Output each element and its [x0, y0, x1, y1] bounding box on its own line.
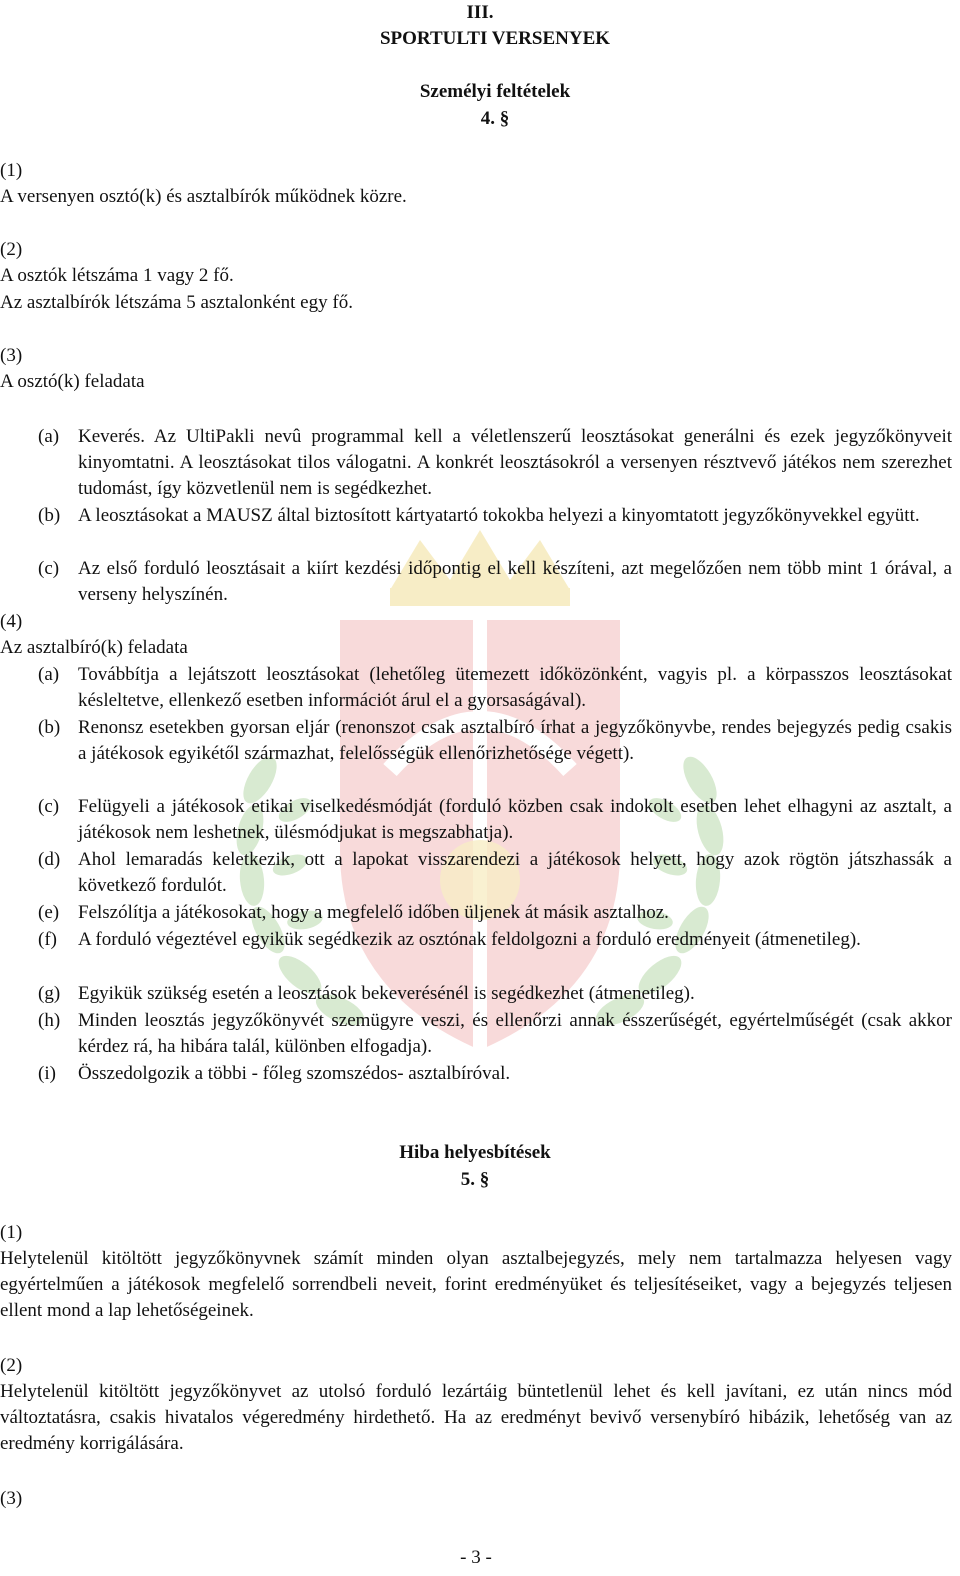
paragraph-label: (3) — [0, 345, 23, 366]
list-item-label: (f) — [38, 929, 57, 950]
list-item-text: Minden leosztás jegyzőkönyvét szemügyre veszi, és ellenőrzi annak ésszerűségét, egyértelműségét (csak akkor kérdez rá, ha hibára talál, különben elfogadja). — [78, 1010, 952, 1057]
list-item-label: (b) — [38, 717, 61, 738]
list-item-text: Keverés. Az UltiPakli nevû programmal kell a véletlenszerű leosztásokat generálni és ezek jegyzőkönyveit kinyomtatni. A leosztásokat tilos válogatni. A konkrét leosztásokról a versenyen résztvevő játékos nem szerezhet tudomást, így közvetlenül nem is segédkezhet. — [78, 426, 952, 499]
section-heading: Személyi feltételek — [419, 81, 571, 102]
paragraph-text: A osztók létszáma 1 vagy 2 fő. — [0, 265, 234, 286]
list-item-label: (h) — [38, 1010, 61, 1031]
list-item-text: Egyikük szükség esetén a leosztások bekeverésénél is segédkezhet (átmenetileg). — [78, 983, 695, 1004]
list-item-text: Renonsz esetekben gyorsan eljár (renonszot csak asztalbíró írhat a jegyzőkönyvbe, rendes bejegyzés pedig csakis a játékosok egyikétől származhat, felelősségük ellenőrizhetősége végett). — [78, 717, 952, 764]
paragraph-text: A versenyen osztó(k) és asztalbírók működnek közre. — [0, 186, 407, 207]
part-number: III. — [466, 2, 494, 23]
list-item-label: (d) — [38, 849, 61, 870]
list-item-text: Az első forduló leosztásait a kiírt kezdési időpontig el kell készíteni, azt megelőzően nem több mint 1 órával, a verseny helyszínén. — [78, 558, 952, 605]
paragraph-label: (4) — [0, 611, 23, 632]
list-title: Az asztalbíró(k) feladata — [0, 637, 188, 658]
list-item-label: (g) — [38, 983, 61, 1004]
section-number: 5. § — [460, 1169, 490, 1190]
section-heading: Hiba helyesbítések — [399, 1142, 551, 1163]
paragraph-label: (2) — [0, 239, 23, 260]
list-item-text: A forduló végeztével egyikük segédkezik az osztónak feldolgozni a forduló eredményeit (átmenetileg). — [78, 929, 861, 950]
paragraph-label: (1) — [0, 1222, 23, 1243]
chapter-title: SPORTULTI VERSENYEK — [379, 28, 611, 49]
list-item-label: (c) — [38, 796, 60, 817]
list-item-label: (b) — [38, 505, 61, 526]
list-item-text: Ahol lemaradás keletkezik, ott a lapokat visszarendezi a játékosok helyett, hogy azok rögtön játszhassák a következő fordulót. — [78, 849, 952, 896]
list-item-label: (c) — [38, 558, 60, 579]
list-item-label: (a) — [38, 664, 60, 685]
page-number: - 3 - — [460, 1547, 492, 1568]
list-item-text: A leosztásokat a MAUSZ által biztosított kártyatartó tokokba helyezi a kinyomtatott jegyzőkönyvekkel együtt. — [78, 505, 920, 526]
list-item-text: Felszólítja a játékosokat, hogy a megfelelő időben üljenek át másik asztalhoz. — [78, 902, 669, 923]
list-item-label: (a) — [38, 426, 60, 447]
section-number: 4. § — [480, 108, 510, 129]
paragraph-label: (2) — [0, 1355, 23, 1376]
paragraph-text: Helytelenül kitöltött jegyzőkönyvnek számít minden olyan asztalbejegyzés, mely nem tartalmazza helyesen vagy egyértelműen a játékosok megfelelő sorrendbeli neveit, forint eredményüket és teljesítéseiket, vagy a bejegyzés teljesen ellent mond a lap lehetőségeinek. — [0, 1248, 952, 1321]
paragraph-text: Az asztalbírók létszáma 5 asztalonként egy fő. — [0, 292, 353, 313]
paragraph-label: (3) — [0, 1488, 23, 1509]
list-item-text: Továbbítja a lejátszott leosztásokat (lehetőleg ütemezett időközönként, vagyis pl. a körpasszos leosztásokat késleltetve, ellenkező esetben információt árul el a gyorsaságával). — [78, 664, 952, 711]
list-item-text: Összedolgozik a többi - főleg szomszédos- asztalbíróval. — [78, 1063, 511, 1084]
list-item-label: (i) — [38, 1063, 56, 1084]
paragraph-text: Helytelenül kitöltött jegyzőkönyvet az utolsó forduló lezártáig büntetlenül lehet és kell javítani, ez után nincs mód változtatásra, csakis hivatalos végeredmény hirdethető. Ha az eredményt bevivő versenybíró hibázik, lehetőség van az eredmény korrigálására. — [0, 1381, 952, 1454]
list-item-label: (e) — [38, 902, 60, 923]
list-item-text: Felügyeli a játékosok etikai viselkedésmódját (forduló közben csak indokolt esetben lehet elhagyni az asztalt, a játékosok nem leshetnek, ülésmódjukat is megszabhatja). — [78, 796, 952, 843]
list-title: A osztó(k) feladata — [0, 371, 145, 392]
paragraph-label: (1) — [0, 160, 23, 181]
